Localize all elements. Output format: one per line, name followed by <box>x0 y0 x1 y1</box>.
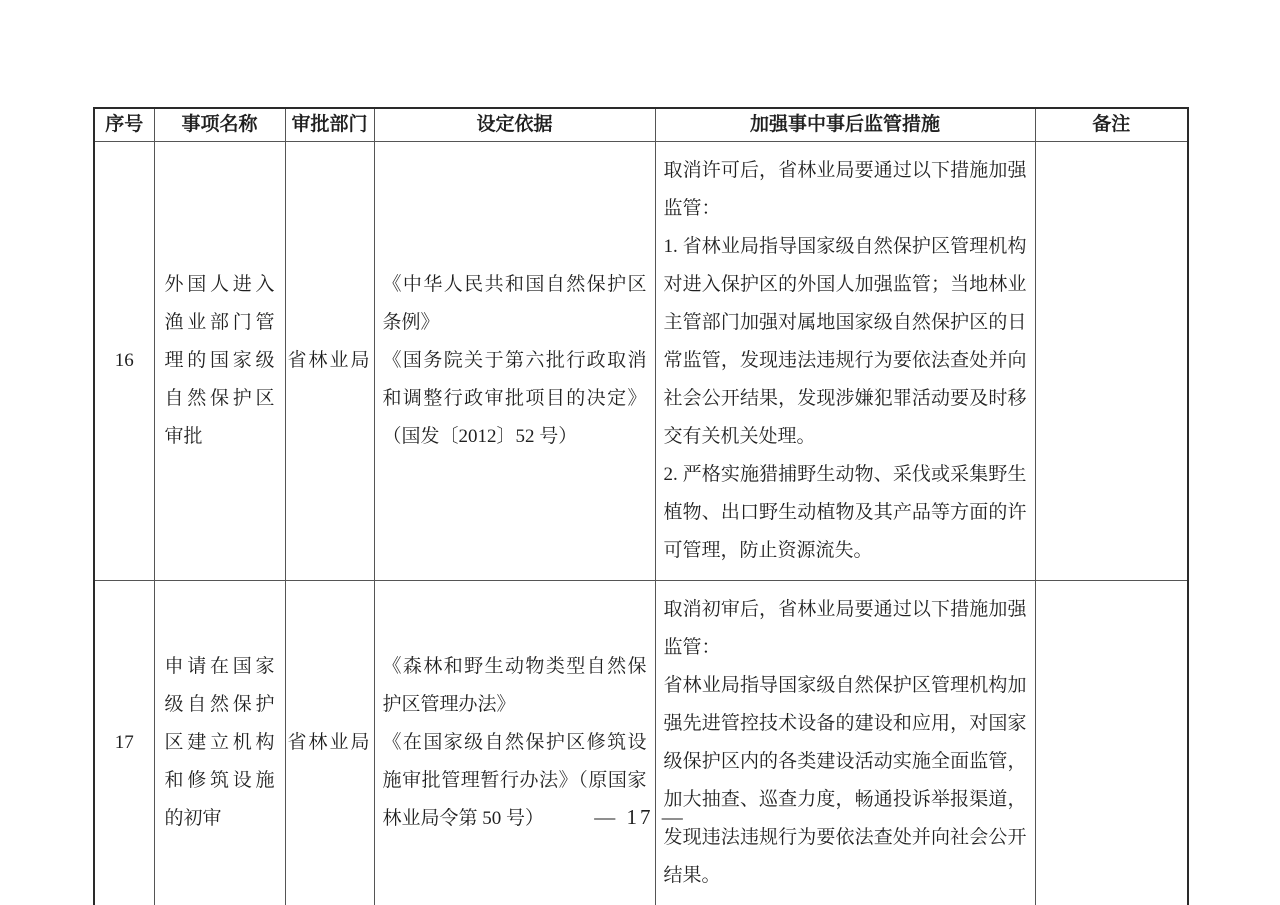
row-16-department: 省林业局 <box>285 142 374 581</box>
table-row <box>94 581 1188 905</box>
row-16-basis-item: 《中华人民共和国自然保护区条例》 <box>382 274 647 333</box>
approval-items-table <box>93 107 1189 905</box>
row-17-basis <box>374 581 655 905</box>
row-17-item-name: 申请在国家级自然保护区建立机构和修筑设施的初审 <box>154 581 285 905</box>
header-seq: 序号 <box>94 108 154 142</box>
table-row <box>94 142 1188 581</box>
header-remark: 备注 <box>1035 108 1188 142</box>
row-17-basis-item: 《森林和野生动物类型自然保护区管理办法》 <box>382 656 647 715</box>
row-17-basis-item: 《在国家级自然保护区修筑设施审批管理暂行办法》（原国家林业局令第 50 号） <box>382 732 647 829</box>
row-17-seq: 17 <box>94 581 154 905</box>
page-number: — 17 — <box>594 805 686 829</box>
row-16-item-name: 外国人进入渔业部门管理的国家级自然保护区审批 <box>154 142 285 581</box>
row-16-basis-item: 《国务院关于第六批行政取消和调整行政审批项目的决定》（国发〔2012〕52 号） <box>382 350 647 447</box>
header-department: 审批部门 <box>285 108 374 142</box>
table-header-row <box>94 108 1188 142</box>
row-16-remark <box>1035 142 1188 581</box>
row-17-measures-item: 省林业局指导国家级自然保护区管理机构加强先进管控技术设备的建设和应用，对国家级保护区内的各类建设活动实施全面监管，加大抽查、巡查力度，畅通投诉举报渠道，发现违法违规行为要依法查处并向社会公开结果。 <box>663 675 1027 886</box>
header-basis: 设定依据 <box>374 108 655 142</box>
row-17-department: 省林业局 <box>285 581 374 905</box>
row-16-measures-item: 1. 省林业局指导国家级自然保护区管理机构对进入保护区的外国人加强监管；当地林业主管部门加强对属地国家级自然保护区的日常监管，发现违法违规行为要依法查处并向社会公开结果，发现涉嫌犯罪活动要及时移交有关机关处理。 <box>663 236 1027 447</box>
row-16-measures <box>655 142 1035 581</box>
header-item-name: 事项名称 <box>154 108 285 142</box>
row-17-measures <box>655 581 1035 905</box>
row-16-seq: 16 <box>94 142 154 581</box>
row-17-measures-intro: 取消初审后，省林业局要通过以下措施加强监管： <box>663 599 1027 658</box>
row-16-measures-item: 2. 严格实施猎捕野生动物、采伐或采集野生植物、出口野生动植物及其产品等方面的许可管理，防止资源流失。 <box>663 464 1027 561</box>
row-16-measures-intro: 取消许可后，省林业局要通过以下措施加强监管： <box>663 160 1027 219</box>
row-16-basis <box>374 142 655 581</box>
row-17-remark <box>1035 581 1188 905</box>
header-measures: 加强事中事后监管措施 <box>655 108 1035 142</box>
